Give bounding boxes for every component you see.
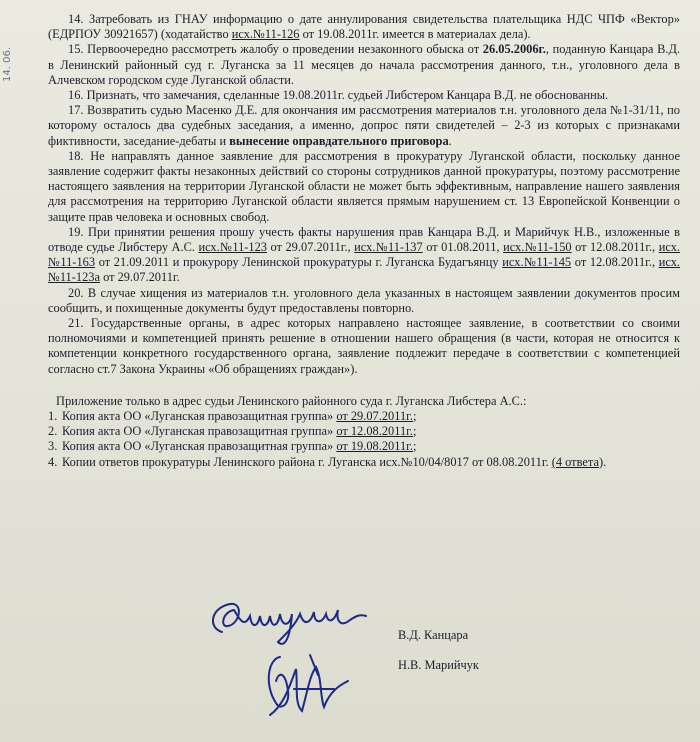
signature-mariychuk — [250, 645, 360, 725]
underlined-reference: исх.№11-145 — [502, 255, 572, 270]
paragraph — [48, 12, 680, 42]
underlined-reference: исх.№11-123 — [198, 240, 268, 255]
text-segment: 19. При принятии решения прошу учесть факты нарушения прав Канцара В.Д. и Марийчук Н.В., изложенные в отводе судье Либстеру А.С. — [48, 224, 680, 255]
text-segment: от 19.08.2011г. имеется в материалах дела). — [299, 27, 531, 42]
paragraph — [48, 316, 680, 377]
appendix — [48, 394, 680, 470]
text-segment: от 12.08.2011г., — [571, 240, 659, 255]
appendix-item-number: 1. — [48, 409, 58, 424]
text-segment: Копия акта ОО «Луганская правозащитная группа» — [62, 424, 337, 439]
underlined-reference: от 29.07.2011г. — [336, 409, 413, 424]
margin-note: 14. 06. — [2, 47, 13, 82]
signature-block — [200, 590, 680, 740]
text-segment: 15. Первоочередно рассмотреть жалобу о проведении незаконного обыска от — [68, 42, 483, 57]
text-segment: 17. Возвратить судью Масенко Д.Е. для окончания им рассмотрения материалов т.н. уголовного дела №1-31/11, по которому осталось два судебных заседания, а именно, допрос пяти свидетелей – 2-3 из которых с признаками фиктивности, заседание-дебаты и — [48, 103, 680, 148]
text-segment: Копия акта ОО «Луганская правозащитная группа» — [62, 409, 337, 424]
appendix-item-number: 3. — [48, 439, 58, 454]
bold-text: 26.05.2006г. — [482, 42, 546, 57]
text-segment: ). — [598, 454, 607, 469]
appendix-item — [48, 455, 680, 470]
signer-name-2: Н.В. Марийчук — [398, 658, 479, 672]
underlined-reference: исх.№11-150 — [503, 240, 572, 255]
appendix-item — [48, 424, 680, 439]
paragraph — [48, 42, 680, 88]
text-segment: ; — [412, 409, 417, 424]
text-segment: 21. Государственные органы, в адрес которых направлено настоящее заявление, в соответствии со своими полномочиями и компетенцией принять решение в отношении нашего обращения (в части, которая не относится к компетенции конкретного государственного органа, заявление подлежит передаче в соответствии с компетенцией согласно ст.7 Закона Украины «Об обращениях граждан»). — [48, 316, 680, 376]
paragraph — [48, 103, 680, 149]
text-segment: ; — [412, 424, 417, 439]
underlined-reference: (4 ответа — [551, 454, 599, 469]
text-segment: 18. Не направлять данное заявление для рассмотрения в прокуратуру Луганской области, поскольку данное заявление содержит факты незаконных действий со стороны сотрудников данной прокуратуры, поэтому рассмотрение настоящего заявления на территории Луганской области не может быть эффективным, направление нашего заявления для рассмотрения на территорию Луганской области является прямым нарушением ст. 13 Европейской Конвенции о защите прав человека и основных свобод. — [48, 148, 680, 224]
paragraph — [48, 225, 680, 286]
appendix-item-number: 4. — [48, 454, 58, 469]
text-segment: ; — [412, 439, 417, 454]
paragraph-list — [48, 12, 680, 377]
underlined-reference: исх.№11-123а — [48, 255, 680, 285]
text-segment: от 01.08.2011, — [422, 240, 504, 255]
text-segment: , поданную Канцара В.Д. в Ленинский районный суд г. Луганска за 11 месяцев до начала рассмотрения данного, т.н., уголовного дела в Алчевском городском суде Луганской области. — [48, 42, 680, 87]
text-segment: от 12.08.2011г., — [571, 255, 659, 270]
appendix-list — [48, 409, 680, 470]
text-segment: от 21.09.2011 и прокурору Ленинской прокуратуры г. Луганска Будагъянцу — [95, 255, 503, 270]
text-segment: Копия акта ОО «Луганская правозащитная группа» — [62, 439, 337, 454]
text-segment: Копии ответов прокуратуры Ленинского района г. Луганска исх.№10/04/8017 от 08.08.2011г. — [62, 454, 552, 469]
text-segment: от 29.07.2011г. — [99, 270, 180, 285]
appendix-item-number: 2. — [48, 424, 58, 439]
paragraph — [48, 149, 680, 225]
underlined-reference: от 12.08.2011г. — [336, 424, 413, 439]
appendix-item — [48, 439, 680, 454]
appendix-title: Приложение только в адрес судьи Ленинского районного суда г. Луганска Либстера А.С.: — [56, 393, 527, 408]
signature-kantsara — [200, 590, 380, 650]
document-body — [48, 12, 680, 470]
text-segment: . — [448, 133, 452, 148]
underlined-reference: исх.№11-163 — [48, 240, 681, 270]
appendix-item — [48, 409, 680, 424]
paragraph — [48, 286, 680, 316]
underlined-reference: исх.№11-126 — [231, 27, 300, 42]
text-segment: 20. В случае хищения из материалов т.н. уголовного дела указанных в настоящем заявлении документов просим сообщить, и похищенные документы будут предоставлены повторно. — [48, 285, 680, 315]
text-segment: 14. Затребовать из ГНАУ информацию о дате аннулирования свидетельства плательщика НДС ЧПФ «Вектор» (ЕДРПОУ 30921657) (ходатайство — [48, 12, 680, 42]
underlined-reference: исх.№11-137 — [354, 240, 423, 255]
underlined-reference: от 19.08.2011г. — [336, 439, 413, 454]
text-segment: 16. Признать, что замечания, сделанные 19.08.2011г. судьей Либстером Канцара В.Д. не обоснованны. — [68, 88, 609, 103]
text-segment: от 29.07.2011г., — [267, 240, 355, 255]
paragraph — [48, 88, 680, 103]
signer-name-1: В.Д. Канцара — [398, 628, 469, 642]
bold-text: вынесение оправдательного приговора — [229, 133, 449, 148]
